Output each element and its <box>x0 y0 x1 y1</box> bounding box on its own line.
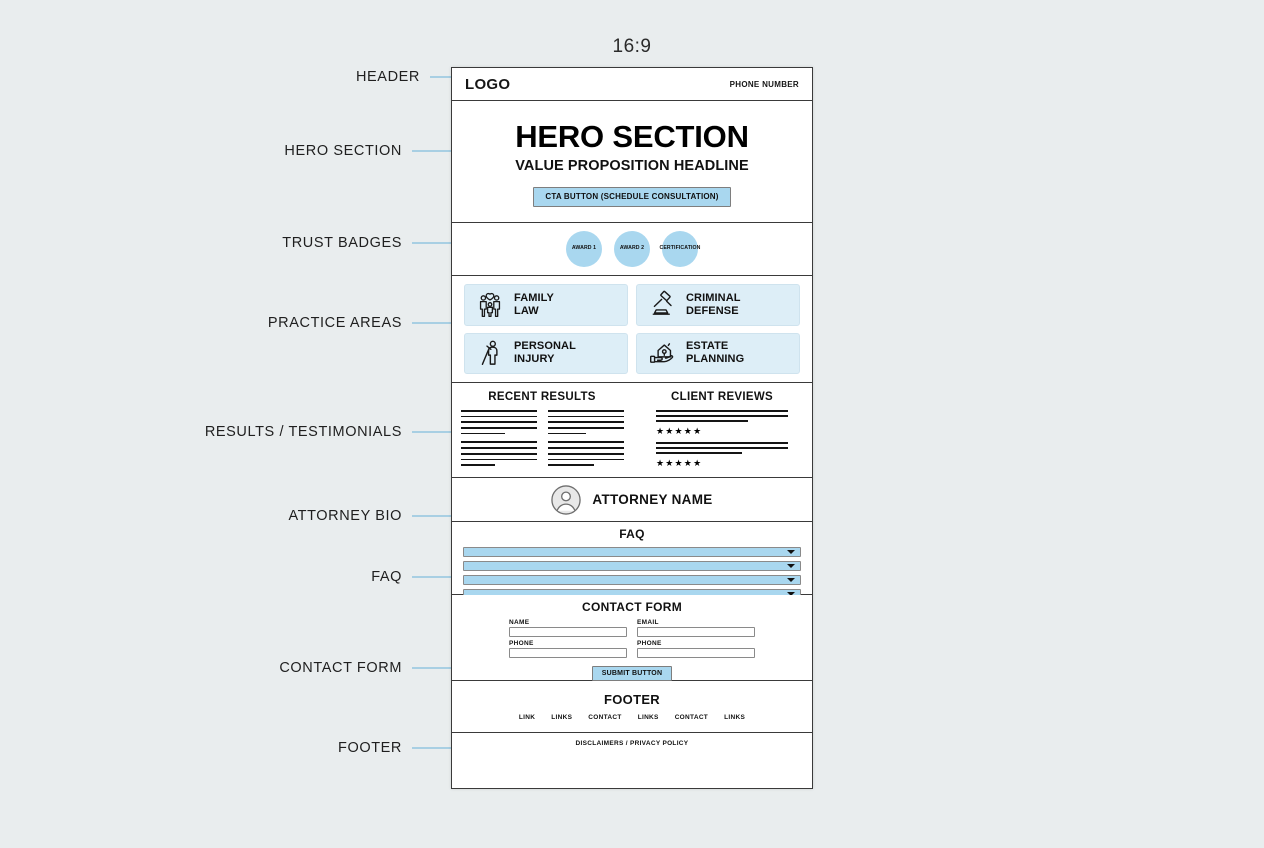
leader-line <box>412 322 452 324</box>
trust-badge[interactable] <box>614 231 650 267</box>
faq-heading: FAQ <box>619 527 645 541</box>
section-faq <box>452 522 812 595</box>
placeholder-line <box>656 420 748 422</box>
results-text-block <box>548 410 624 434</box>
faq-accordion-row[interactable] <box>463 575 801 585</box>
placeholder-line <box>548 441 624 443</box>
annotation-trust-badges <box>0 235 452 251</box>
practice-area-card[interactable] <box>636 333 800 375</box>
leader-line <box>412 150 452 152</box>
form-field <box>637 619 755 637</box>
annotation-results-testimonials <box>0 424 452 440</box>
chevron-down-icon <box>787 550 795 554</box>
placeholder-line <box>461 459 537 461</box>
placeholder-line <box>548 453 624 455</box>
star-rating: ★★★★★ <box>656 426 703 437</box>
disclaimer-text[interactable]: DISCLAIMERS / PRIVACY POLICY <box>575 739 689 747</box>
review-text-block <box>656 410 788 422</box>
placeholder-line <box>461 427 537 429</box>
annotation-footer <box>0 740 452 756</box>
leader-line <box>412 242 452 244</box>
annotation-label: TRUST BADGES <box>282 235 402 251</box>
placeholder-line <box>461 410 537 412</box>
placeholder-line <box>461 433 505 435</box>
section-hero <box>452 101 812 223</box>
section-attorney-bio <box>452 478 812 522</box>
placeholder-line <box>461 447 537 449</box>
placeholder-line <box>548 427 624 429</box>
placeholder-line <box>548 416 624 418</box>
placeholder-line <box>656 415 788 417</box>
avatar-icon <box>551 485 581 515</box>
hero-title: HERO SECTION <box>515 118 749 154</box>
form-field <box>509 619 627 637</box>
annotation-practice-areas <box>0 315 452 331</box>
faq-accordion-row[interactable] <box>463 561 801 571</box>
page-title: 16:9 <box>612 36 652 57</box>
footer-link[interactable]: CONTACT <box>588 714 622 721</box>
placeholder-line <box>461 441 537 443</box>
results-text-block <box>548 441 624 465</box>
form-field-label: PHONE <box>637 640 662 647</box>
star-rating: ★★★★★ <box>656 458 703 469</box>
chevron-down-icon <box>787 564 795 568</box>
footer-link[interactable]: LINKS <box>551 714 573 721</box>
leader-line <box>412 515 452 517</box>
footer-link[interactable]: LINKS <box>637 714 659 721</box>
hand-house-icon <box>647 338 677 368</box>
injured-person-icon <box>475 338 505 368</box>
section-results-testimonials <box>452 383 812 478</box>
results-text-block <box>461 441 537 465</box>
placeholder-line <box>461 421 537 423</box>
annotation-label: FAQ <box>371 569 402 585</box>
logo[interactable]: LOGO <box>465 75 511 93</box>
placeholder-line <box>548 459 624 461</box>
trust-badge[interactable] <box>659 231 701 267</box>
hero-subtitle: VALUE PROPOSITION HEADLINE <box>515 158 749 175</box>
placeholder-line <box>548 433 586 435</box>
section-practice-areas <box>452 276 812 383</box>
placeholder-line <box>656 447 788 449</box>
annotation-attorney-bio <box>0 508 452 524</box>
form-field-input[interactable] <box>509 648 627 658</box>
annotation-label: HERO SECTION <box>284 143 402 159</box>
annotation-hero-section <box>0 143 452 159</box>
leader-line <box>412 747 452 749</box>
annotation-label: CONTACT FORM <box>279 660 402 676</box>
practice-area-label: CRIMINAL DEFENSE <box>686 291 741 317</box>
practice-area-label: ESTATE PLANNING <box>686 340 745 366</box>
trust-badge[interactable] <box>566 231 602 267</box>
results-text-block <box>461 410 537 434</box>
placeholder-line <box>656 442 788 444</box>
chevron-down-icon <box>787 578 795 582</box>
leader-line <box>412 576 452 578</box>
placeholder-line <box>656 410 788 412</box>
footer-link[interactable]: LINK <box>518 714 536 721</box>
leader-line <box>412 431 452 433</box>
annotation-contact-form <box>0 660 452 676</box>
placeholder-line <box>461 416 537 418</box>
section-trust-badges <box>452 223 812 276</box>
trust-badge-label: AWARD 1 <box>571 245 597 252</box>
results-column <box>461 410 537 466</box>
form-field-label: PHONE <box>509 640 534 647</box>
practice-area-card[interactable] <box>464 284 628 326</box>
family-icon <box>475 290 505 320</box>
annotation-label: HEADER <box>355 69 420 85</box>
review-text-block <box>656 442 788 454</box>
footer-link[interactable]: CONTACT <box>674 714 709 721</box>
trust-badge-label: AWARD 2 <box>619 245 645 252</box>
client-reviews-column <box>632 391 812 477</box>
leader-line <box>430 76 452 78</box>
client-reviews-body <box>656 410 788 474</box>
wireframe-frame <box>451 67 813 789</box>
annotation-label: RESULTS / TESTIMONIALS <box>204 424 402 440</box>
annotation-header <box>0 69 452 85</box>
recent-results-body <box>461 410 624 466</box>
placeholder-line <box>656 452 742 454</box>
faq-rows <box>463 547 801 599</box>
form-field-input[interactable] <box>509 627 627 637</box>
trust-badge-label: CERTIFICATION <box>659 245 701 252</box>
annotation-label: ATTORNEY BIO <box>288 508 402 524</box>
annotation-label: FOOTER <box>337 740 402 756</box>
form-field-label: NAME <box>509 619 530 626</box>
placeholder-line <box>548 447 624 449</box>
attorney-name: ATTORNEY NAME <box>592 492 713 507</box>
recent-results-heading: RECENT RESULTS <box>488 391 596 403</box>
footer-link[interactable]: LINKS <box>724 714 746 721</box>
form-field <box>637 640 755 658</box>
form-field-input[interactable] <box>637 627 755 637</box>
annotation-label: PRACTICE AREAS <box>267 315 402 331</box>
recent-results-column <box>452 391 632 477</box>
form-field-input[interactable] <box>637 648 755 658</box>
annotation-faq <box>0 569 452 585</box>
section-disclaimer <box>452 733 812 753</box>
review-item <box>656 442 788 468</box>
submit-button[interactable]: SUBMIT BUTTON <box>592 666 672 681</box>
contact-form-heading: CONTACT FORM <box>581 600 683 614</box>
leader-line <box>412 667 452 669</box>
review-item <box>656 410 788 436</box>
placeholder-line <box>548 421 624 423</box>
section-footer <box>452 681 812 733</box>
practice-area-card[interactable] <box>464 333 628 375</box>
footer-heading: FOOTER <box>604 692 660 707</box>
placeholder-line <box>461 453 537 455</box>
practice-area-label: PERSONAL INJURY <box>514 340 576 366</box>
phone-number[interactable]: PHONE NUMBER <box>729 79 799 89</box>
placeholder-line <box>461 464 495 466</box>
section-contact-form <box>452 595 812 681</box>
results-column <box>548 410 624 466</box>
footer-links <box>519 714 745 721</box>
form-field-label: EMAIL <box>637 619 659 626</box>
faq-accordion-row[interactable] <box>463 547 801 557</box>
contact-form-grid <box>452 619 812 658</box>
placeholder-line <box>548 410 624 412</box>
practice-area-card[interactable] <box>636 284 800 326</box>
client-reviews-heading: CLIENT REVIEWS <box>671 391 773 403</box>
placeholder-line <box>548 464 594 466</box>
cta-button[interactable]: CTA BUTTON (SCHEDULE CONSULTATION) <box>533 187 730 207</box>
section-header <box>452 68 812 101</box>
form-field <box>509 640 627 658</box>
gavel-icon <box>647 290 677 320</box>
practice-area-label: FAMILY LAW <box>514 291 554 317</box>
